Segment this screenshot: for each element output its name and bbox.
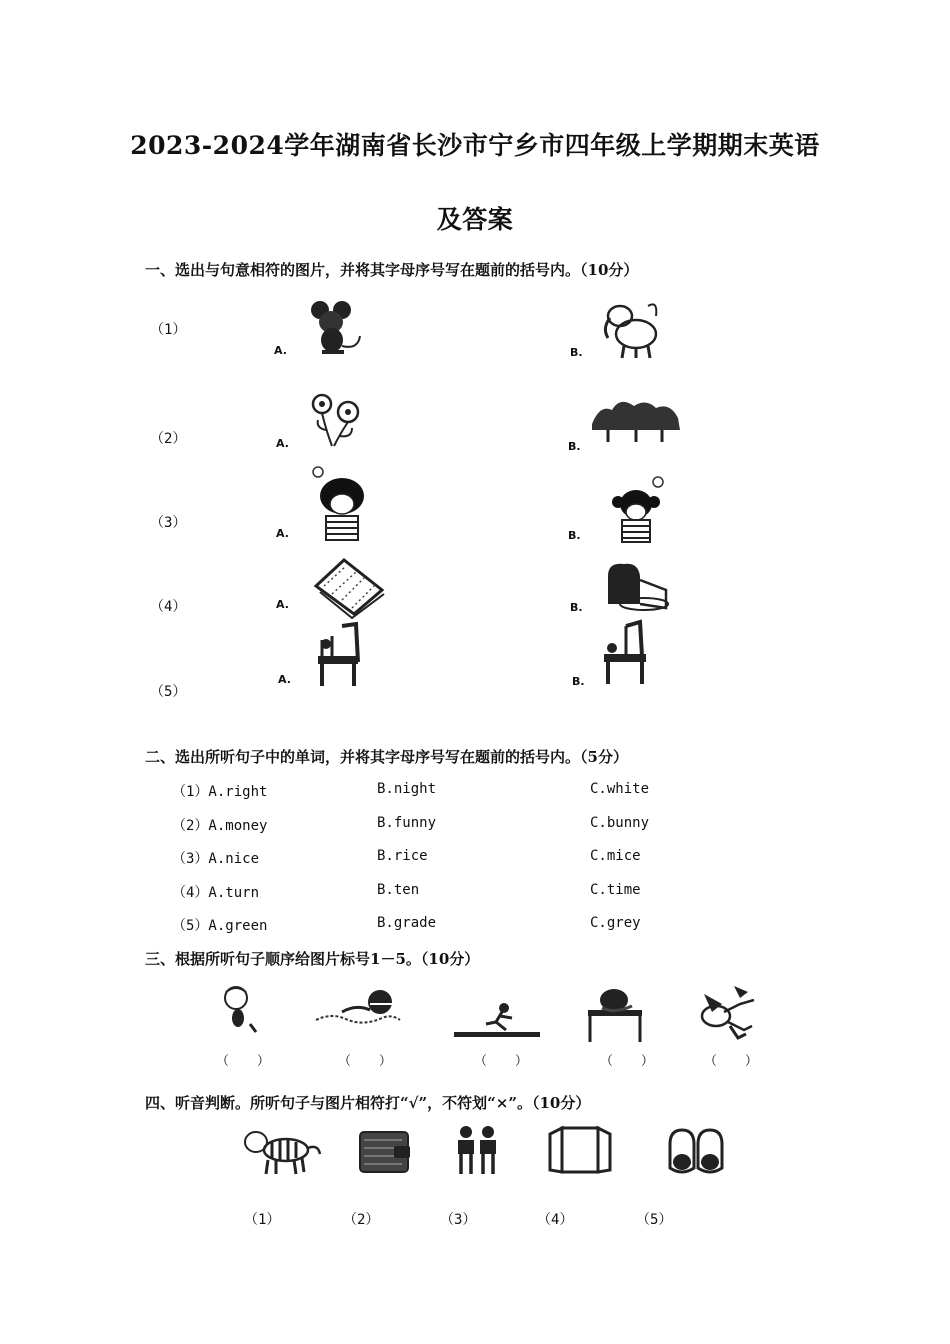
option-b: B.night	[377, 781, 437, 797]
option-a-label: A.	[276, 598, 289, 611]
section3-heading: 三、根据所听句子顺序给图片标号1－5。（10分）	[145, 950, 480, 968]
tiger-icon	[242, 1124, 322, 1176]
option-b-label: B.	[572, 675, 585, 688]
flower-icon	[306, 390, 366, 448]
girl-short-hair-icon	[308, 464, 370, 544]
girl-pigtails-icon	[606, 474, 670, 546]
boy-eating-icon	[214, 984, 262, 1036]
option-a-label: A.	[274, 344, 287, 357]
option-c: C.white	[590, 781, 650, 797]
item-number: （3）	[150, 515, 187, 531]
answer-blank[interactable]: （ ）	[704, 1054, 768, 1069]
option-a-label: A.	[276, 527, 289, 540]
dragon-icon	[694, 982, 758, 1040]
option-b-label: B.	[568, 529, 581, 542]
option-c: C.bunny	[590, 815, 650, 831]
shoes-icon	[666, 1124, 726, 1178]
bread-icon	[604, 560, 672, 614]
page-title-line1: 2023-2024学年湖南省长沙市宁乡市四年级上学期期末英语	[130, 131, 820, 160]
boy-swimming-icon	[312, 986, 402, 1030]
option-a: （1）A.right	[172, 784, 268, 800]
item-number: （5）	[150, 684, 187, 700]
option-c: C.time	[590, 882, 641, 898]
item-number: （4）	[150, 599, 187, 615]
window-icon	[548, 1124, 612, 1176]
option-b: B.rice	[377, 848, 428, 864]
twins-icon	[452, 1124, 504, 1176]
option-a: （2）A.money	[172, 818, 268, 834]
item-number: （1）	[150, 322, 187, 338]
picture-number: （4）	[537, 1212, 574, 1228]
option-c: C.mice	[590, 848, 641, 864]
picture-number: （3）	[440, 1212, 477, 1228]
forest-icon	[590, 394, 682, 444]
section2-heading: 二、选出所听句子中的单词，并将其字母序号写在题前的括号内。（5分）	[145, 748, 628, 766]
wallet-icon	[358, 1128, 412, 1176]
picture-number: （5）	[636, 1212, 673, 1228]
chair-behind-icon	[600, 620, 654, 686]
option-c: C.grey	[590, 915, 641, 931]
answer-blank[interactable]: （ ）	[600, 1054, 664, 1069]
answer-blank[interactable]: （ ）	[216, 1054, 280, 1069]
chair-front-icon	[312, 622, 366, 688]
option-b-label: B.	[570, 346, 583, 359]
option-b-label: B.	[570, 601, 583, 614]
option-b: B.ten	[377, 882, 420, 898]
page-title-line2: 及答案	[436, 205, 514, 234]
answer-blank[interactable]: （ ）	[338, 1054, 402, 1069]
option-b: B.funny	[377, 815, 437, 831]
option-a-label: A.	[278, 673, 291, 686]
answer-blank[interactable]: （ ）	[474, 1054, 538, 1069]
sleeping-desk-icon	[586, 984, 646, 1042]
option-b-label: B.	[568, 440, 581, 453]
picture-number: （1）	[244, 1212, 281, 1228]
picture-number: （2）	[343, 1212, 380, 1228]
option-a: （3）A.nice	[172, 851, 260, 867]
biscuit-icon	[312, 556, 386, 616]
elephant-icon	[600, 298, 666, 360]
item-number: （2）	[150, 431, 187, 447]
option-a: （5）A.green	[172, 918, 268, 934]
runner-icon	[452, 1002, 542, 1038]
option-a-label: A.	[276, 437, 289, 450]
mouse-icon	[302, 298, 364, 356]
section1-heading: 一、选出与句意相符的图片，并将其字母序号写在题前的括号内。（10分）	[145, 261, 639, 279]
section4-heading: 四、听音判断。所听句子与图片相符打“√”，不符划“×”。（10分）	[145, 1094, 591, 1112]
option-a: （4）A.turn	[172, 885, 260, 901]
option-b: B.grade	[377, 915, 437, 931]
